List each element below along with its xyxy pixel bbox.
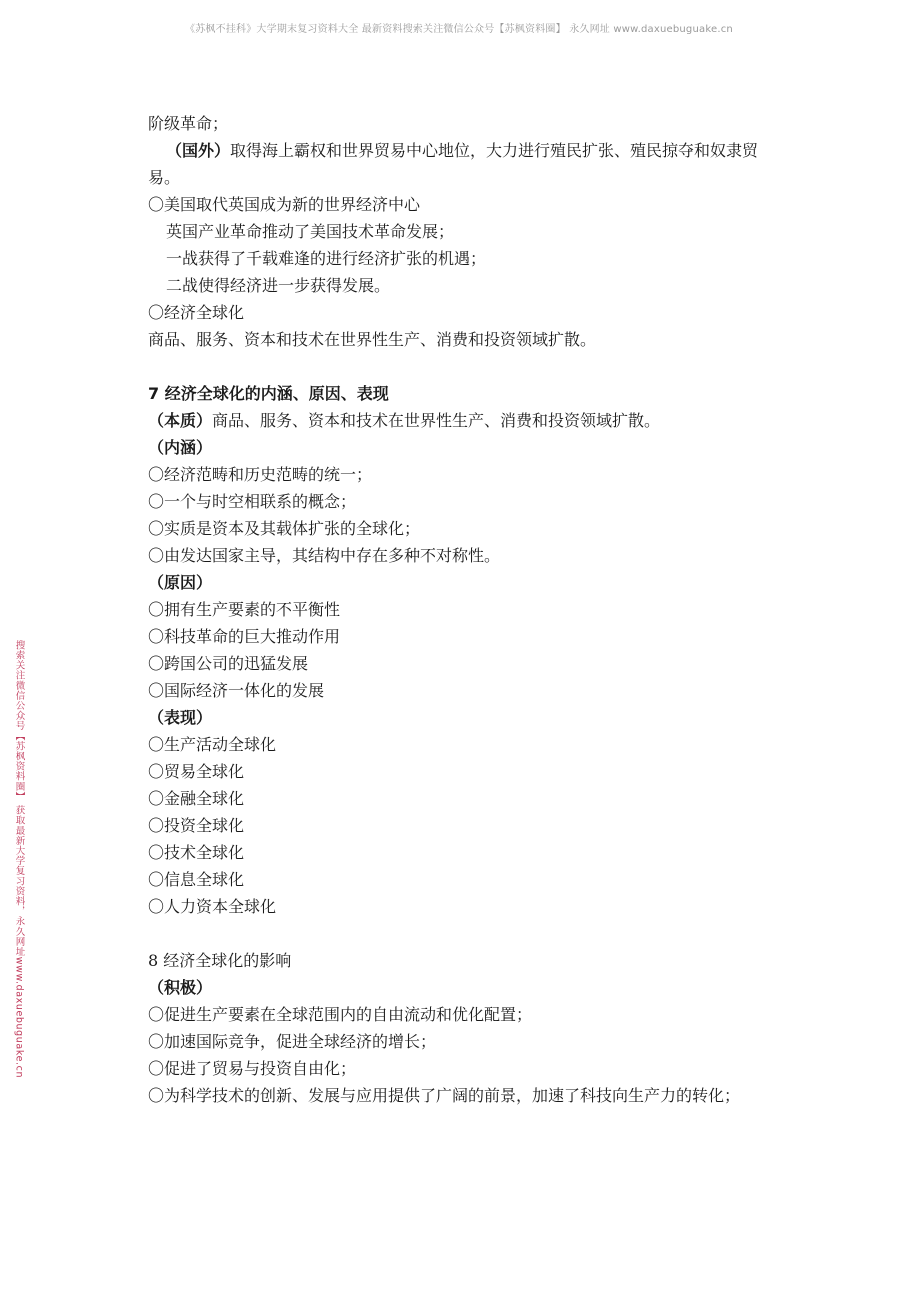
side-watermark: 搜索关注微信公众号【苏枫资料圈】 获取最新大学复习资料，永久网址www.daxuebuguake.cn (13, 640, 25, 1079)
section-heading-8: 8 经济全球化的影响 (148, 951, 292, 970)
list-item: 〇投资全球化 (148, 816, 245, 835)
list-item: 〇国际经济一体化的发展 (148, 681, 325, 700)
list-item: 〇贸易全球化 (148, 762, 245, 781)
list-item: 〇经济范畴和历史范畴的统一； (148, 465, 373, 484)
heading-manifestations: （表现） (148, 708, 213, 727)
heading-connotation: （内涵） (148, 438, 213, 457)
list-item: 〇一个与时空相联系的概念； (148, 492, 357, 511)
text-line: 英国产业革命推动了美国技术革命发展； (166, 222, 455, 241)
list-item: 〇加速国际竞争，促进全球经济的增长； (148, 1032, 437, 1051)
list-item: 〇为科学技术的创新、发展与应用提供了广阔的前景，加速了科技向生产力的转化； (148, 1086, 741, 1105)
document-body (148, 110, 778, 1109)
list-item: 〇跨国公司的迅猛发展 (148, 654, 309, 673)
list-item: 〇促进生产要素在全球范围内的自由流动和优化配置； (148, 1005, 533, 1024)
text-line: 二战使得经济进一步获得发展。 (166, 276, 391, 295)
heading-essence: （本质） (148, 411, 213, 430)
list-item: 〇科技革命的巨大推动作用 (148, 627, 341, 646)
text-line: 一战获得了千载难逢的进行经济扩张的机遇； (166, 249, 487, 268)
heading-foreign: （国外） (166, 141, 231, 160)
list-item: 〇由发达国家主导，其结构中存在多种不对称性。 (148, 546, 501, 565)
heading-causes: （原因） (148, 573, 213, 592)
paragraph-foreign (148, 137, 778, 191)
list-item: 〇经济全球化 (148, 303, 245, 322)
heading-positive: （积极） (148, 978, 213, 997)
section-heading-7: 7 经济全球化的内涵、原因、表现 (148, 384, 389, 403)
text-line: 阶级革命； (148, 114, 229, 133)
list-item: 〇技术全球化 (148, 843, 245, 862)
list-item: 〇金融全球化 (148, 789, 245, 808)
text-line: 取得海上霸权和世界贸易中心地位，大力进行殖民扩张、殖民掠夺和奴隶贸易。 (148, 141, 759, 187)
list-item: 〇拥有生产要素的不平衡性 (148, 600, 341, 619)
text-line: 商品、服务、资本和技术在世界性生产、消费和投资领域扩散。 (148, 330, 597, 349)
list-item: 〇实质是资本及其载体扩张的全球化； (148, 519, 421, 538)
list-item: 〇生产活动全球化 (148, 735, 277, 754)
list-item: 〇信息全球化 (148, 870, 245, 889)
essence-line (148, 407, 778, 434)
text-line: 商品、服务、资本和技术在世界性生产、消费和投资领域扩散。 (212, 411, 661, 430)
list-item: 〇人力资本全球化 (148, 897, 277, 916)
list-item: 〇促进了贸易与投资自由化； (148, 1059, 357, 1078)
page-header-watermark: 《苏枫不挂科》大学期末复习资料大全 最新资料搜索关注微信公众号【苏枫资料圈】 永久网址 www.daxuebuguake.cn (185, 24, 733, 35)
list-item: 〇美国取代英国成为新的世界经济中心 (148, 195, 421, 214)
